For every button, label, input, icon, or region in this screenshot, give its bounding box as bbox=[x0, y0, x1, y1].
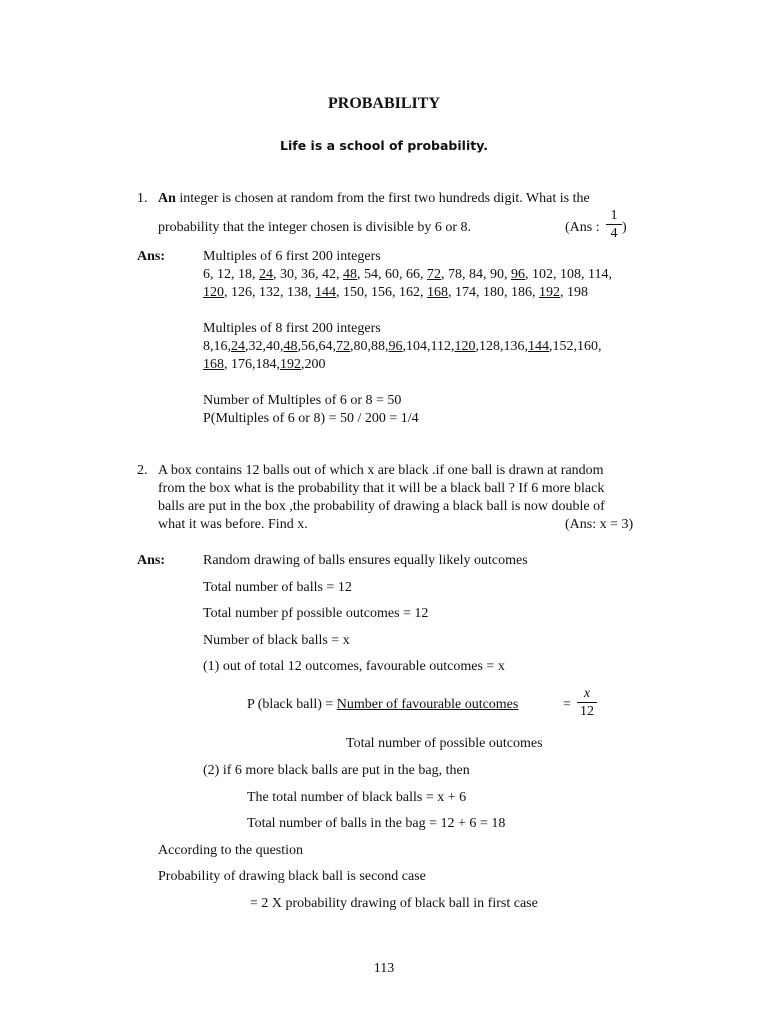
answer-2-line-10: Probability of drawing black ball is second case bbox=[158, 869, 426, 884]
question-2-line-4: what it was before. Find x. bbox=[158, 517, 308, 532]
answer-2-line-7: The total number of black balls = x + 6 bbox=[247, 790, 467, 805]
multiples-of-6-heading: Multiples of 6 first 200 integers bbox=[203, 249, 381, 264]
answer-2-line-5: (1) out of total 12 outcomes, favourable outcomes = x bbox=[203, 659, 505, 674]
probability-formula-denominator: Total number of possible outcomes bbox=[346, 736, 543, 751]
question-2-line-1: A box contains 12 balls out of which x are black .if one ball is drawn at random bbox=[158, 463, 604, 478]
page-subtitle: Life is a school of probability. bbox=[280, 138, 488, 153]
multiples-probability: P(Multiples of 6 or 8) = 50 / 200 = 1/4 bbox=[203, 411, 419, 426]
probability-formula-equals: = bbox=[563, 697, 571, 712]
probability-formula bbox=[247, 696, 518, 713]
answer-2-line-4: Number of black balls = x bbox=[203, 633, 350, 648]
multiples-of-8-heading: Multiples of 8 first 200 integers bbox=[203, 321, 381, 336]
answer-2-line-6: (2) if 6 more black balls are put in the bag, then bbox=[203, 763, 470, 778]
answer-1-label: Ans: bbox=[137, 249, 166, 264]
multiples-of-6-line-2: 120, 126, 132, 138, 144, 150, 156, 162, 168, 174, 180, 186, 192, 198 bbox=[203, 285, 588, 300]
fraction-bar bbox=[577, 702, 597, 703]
question-2-line-3: balls are put in the box ,the probability of drawing a black ball is now double of bbox=[158, 499, 605, 514]
question-1-answer-open: (Ans : bbox=[565, 220, 600, 235]
probability-formula-numerator: Number of favourable outcomes bbox=[336, 697, 519, 712]
multiples-of-6-line-1: 6, 12, 18, 24, 30, 36, 42, 48, 54, 60, 66, 72, 78, 84, 90, 96, 102, 108, 114, bbox=[203, 267, 612, 282]
page-number: 113 bbox=[373, 961, 395, 976]
question-1-text: integer is chosen at random from the first two hundreds digit. What is the bbox=[179, 191, 590, 206]
multiples-of-8-line-2: 168, 176,184,192,200 bbox=[203, 357, 326, 372]
question-1-number: 1. bbox=[137, 191, 148, 206]
multiples-count: Number of Multiples of 6 or 8 = 50 bbox=[203, 393, 402, 408]
answer-2-line-1: Random drawing of balls ensures equally likely outcomes bbox=[203, 553, 528, 568]
multiples-of-8-line-1: 8,16,24,32,40,48,56,64,72,80,88,96,104,112,120,128,136,144,152,160, bbox=[203, 339, 602, 354]
probability-formula-left: P (black ball) = bbox=[247, 697, 337, 712]
probability-fraction bbox=[577, 686, 597, 719]
answer-2-line-3: Total number pf possible outcomes = 12 bbox=[203, 606, 429, 621]
answer-2-line-8: Total number of balls in the bag = 12 + 6 = 18 bbox=[247, 816, 506, 831]
question-2-number: 2. bbox=[137, 463, 148, 478]
answer-2-line-9: According to the question bbox=[158, 843, 304, 858]
answer-2-line-2: Total number of balls = 12 bbox=[203, 580, 352, 595]
question-2-answer: (Ans: x = 3) bbox=[565, 517, 634, 532]
fraction-numerator: 1 bbox=[610, 208, 618, 223]
fraction-numerator: x bbox=[583, 686, 591, 701]
fraction-bar bbox=[606, 224, 622, 225]
question-1-line-1 bbox=[158, 190, 590, 207]
answer-2-label: Ans: bbox=[137, 553, 166, 568]
question-1-line-2: probability that the integer chosen is divisible by 6 or 8. bbox=[158, 220, 471, 235]
question-1-lead-word: An bbox=[158, 191, 176, 206]
question-2-line-2: from the box what is the probability that it will be a black ball ? If 6 more black bbox=[158, 481, 605, 496]
answer-2-line-11: = 2 X probability drawing of black ball in first case bbox=[250, 896, 538, 911]
fraction-denominator: 4 bbox=[610, 226, 618, 241]
question-1-answer-close: ) bbox=[622, 220, 627, 235]
fraction-denominator: 12 bbox=[580, 704, 594, 719]
question-1-answer-fraction bbox=[606, 208, 622, 241]
page-title: PROBABILITY bbox=[327, 95, 441, 112]
